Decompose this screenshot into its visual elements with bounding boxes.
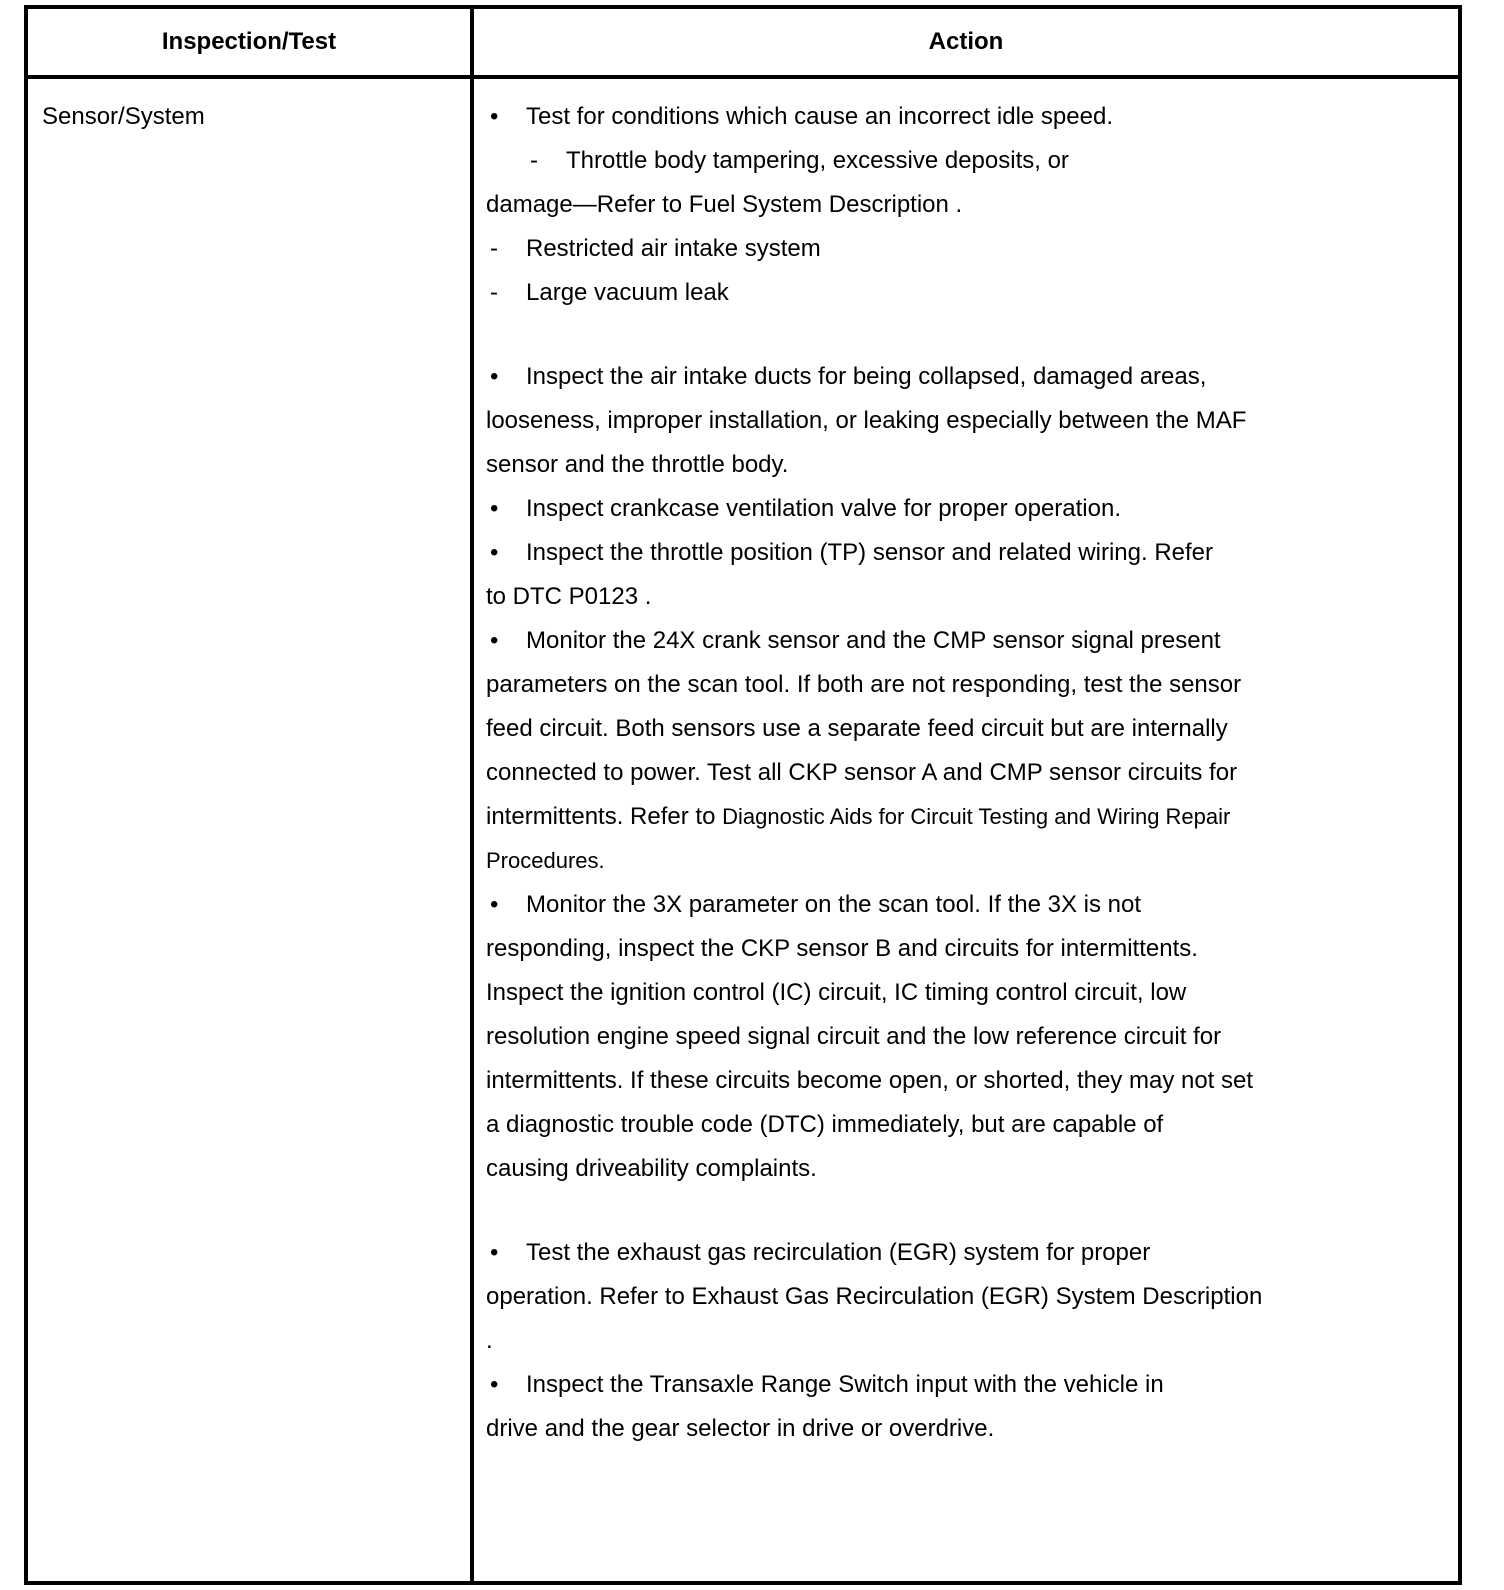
bullet-icon: • <box>490 363 499 390</box>
line-text: a diagnostic trouble code (DTC) immediately, but are capable of <box>486 1111 1164 1138</box>
column-divider <box>470 9 474 1581</box>
line-text: drive and the gear selector in drive or overdrive. <box>486 1415 995 1442</box>
bullet-icon: • <box>490 1371 499 1398</box>
continuation-line <box>486 1319 1386 1363</box>
line-text: Inspect crankcase ventilation valve for proper operation. <box>526 495 1121 522</box>
continuation-line <box>486 1015 1386 1059</box>
line-text: to DTC P0123 . <box>486 583 652 610</box>
continuation-line <box>486 663 1386 707</box>
continuation-line <box>486 839 1386 883</box>
continuation-line <box>486 1147 1386 1191</box>
line-text: causing driveability complaints. <box>486 1155 817 1182</box>
continuation-line <box>486 443 1386 487</box>
bullet-item <box>486 95 1386 139</box>
continuation-line <box>486 1103 1386 1147</box>
continuation-line <box>486 1275 1386 1319</box>
line-text: damage—Refer to Fuel System Description . <box>486 191 963 218</box>
dash-item <box>486 227 1386 271</box>
line-text: Monitor the 24X crank sensor and the CMP sensor signal present <box>526 627 1221 654</box>
dash-item <box>486 139 1386 183</box>
line-text: Inspect the air intake ducts for being collapsed, damaged areas, <box>526 363 1207 390</box>
continuation-line <box>486 707 1386 751</box>
bullet-item <box>486 355 1386 399</box>
line-text: parameters on the scan tool. If both are not responding, test the sensor <box>486 671 1242 698</box>
line-text: Inspect the Transaxle Range Switch input with the vehicle in <box>526 1371 1164 1398</box>
line-text: Test the exhaust gas recirculation (EGR) system for proper <box>526 1239 1151 1266</box>
continuation-line <box>486 971 1386 1015</box>
line-text: Large vacuum leak <box>526 279 729 306</box>
table-header-row <box>28 9 1458 79</box>
line-text: Procedures. <box>486 848 605 873</box>
line-text: responding, inspect the CKP sensor B and circuits for intermittents. <box>486 935 1198 962</box>
bullet-item <box>486 619 1386 663</box>
spacer <box>486 315 1386 355</box>
line-text: operation. Refer to Exhaust Gas Recirculation (EGR) System Description <box>486 1283 1263 1310</box>
dash-icon: - <box>490 235 498 262</box>
line-text: Throttle body tampering, excessive deposits, or <box>566 147 1069 174</box>
bullet-item <box>486 1363 1386 1407</box>
line-text: resolution engine speed signal circuit and the low reference circuit for <box>486 1023 1222 1050</box>
line-text: sensor and the throttle body. <box>486 451 789 478</box>
spacer <box>486 1191 1386 1231</box>
line-text: connected to power. Test all CKP sensor A and CMP sensor circuits for <box>486 759 1238 786</box>
bullet-icon: • <box>490 495 499 522</box>
bullet-item <box>486 487 1386 531</box>
line-text: intermittents. Refer to <box>486 803 723 830</box>
line-text: Monitor the 3X parameter on the scan tool. If the 3X is not <box>526 891 1142 918</box>
header-inspection-test: Inspection/Test <box>161 28 337 55</box>
dash-icon: - <box>490 279 498 306</box>
bullet-item <box>486 531 1386 575</box>
line-text: intermittents. If these circuits become open, or shorted, they may not set <box>486 1067 1254 1094</box>
continuation-line <box>486 1059 1386 1103</box>
inspection-table <box>24 5 1462 1585</box>
line-text: Restricted air intake system <box>526 235 821 262</box>
bullet-icon: • <box>490 539 499 566</box>
bullet-icon: • <box>490 103 499 130</box>
bullet-icon: • <box>490 627 499 654</box>
dash-icon: - <box>530 147 538 174</box>
continuation-line <box>486 751 1386 795</box>
line-text: Inspect the ignition control (IC) circuit, IC timing control circuit, low <box>486 979 1187 1006</box>
line-text: feed circuit. Both sensors use a separate feed circuit but are internally <box>486 715 1228 742</box>
continuation-line <box>486 1407 1386 1451</box>
bullet-icon: • <box>490 1239 499 1266</box>
line-text: Inspect the throttle position (TP) sensor and related wiring. Refer <box>526 539 1213 566</box>
continuation-line <box>486 183 1386 227</box>
header-action: Action <box>928 28 1004 55</box>
bullet-item <box>486 1231 1386 1275</box>
continuation-line <box>486 399 1386 443</box>
continuation-line <box>486 795 1386 839</box>
action-cell <box>486 95 1386 1451</box>
dash-item <box>486 271 1386 315</box>
bullet-icon: • <box>490 891 499 918</box>
inspection-cell: Sensor/System <box>42 103 205 130</box>
reference-link[interactable]: Diagnostic Aids for Circuit Testing and Wiring Repair <box>722 804 1231 829</box>
bullet-item <box>486 883 1386 927</box>
continuation-line <box>486 927 1386 971</box>
line-text: looseness, improper installation, or leaking especially between the MAF <box>486 407 1247 434</box>
continuation-line <box>486 575 1386 619</box>
line-text: . <box>486 1327 493 1354</box>
line-text: Test for conditions which cause an incorrect idle speed. <box>526 103 1113 130</box>
